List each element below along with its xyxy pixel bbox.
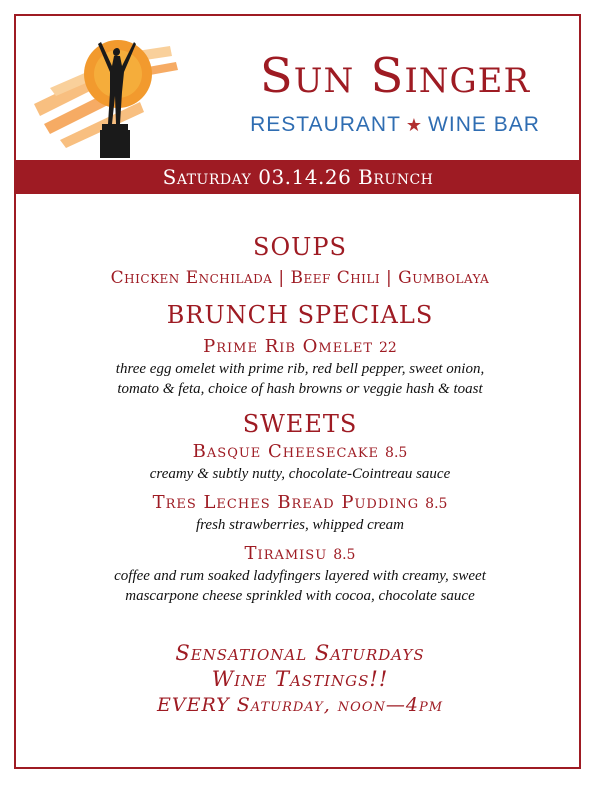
tagline-restaurant: RESTAURANT xyxy=(250,113,401,136)
promo-title: Sensational Saturdays xyxy=(175,641,425,665)
item-price: 8.5 xyxy=(385,445,408,461)
item-description: coffee and rum soaked ladyfingers layered with creamy, sweet xyxy=(114,568,486,584)
item-description: mascarpone cheese sprinkled with cocoa, chocolate sauce xyxy=(125,588,475,604)
date-banner: Saturday 03.14.26 Brunch xyxy=(16,160,580,194)
menu-item-tiramisu xyxy=(40,543,560,566)
restaurant-name: Sun Singer xyxy=(259,48,531,104)
item-description: fresh strawberries, whipped cream xyxy=(195,517,405,533)
item-price: 22 xyxy=(379,340,397,356)
item-name: Tres Leches Bread Pudding xyxy=(152,492,420,513)
sun-singer-logo xyxy=(30,32,180,162)
item-name: Basque Cheesecake xyxy=(192,441,380,462)
promo-subtitle: Wine Tastings!! xyxy=(211,667,389,691)
soups-list: Chicken Enchilada | Beef Chili | Gumbolaya xyxy=(110,268,490,288)
menu-item-tres-leches-bread-pudding xyxy=(40,492,560,515)
promo-schedule: EVERY Saturday, noon—4pm xyxy=(156,694,444,716)
item-description: tomato & feta, choice of hash browns or veggie hash & toast xyxy=(117,381,483,397)
section-title-sweets: SWEETS xyxy=(242,410,358,438)
menu-item-prime-rib-omelet xyxy=(40,336,560,359)
item-description: creamy & subtly nutty, chocolate-Cointreau sauce xyxy=(149,466,451,482)
item-description: three egg omelet with prime rib, red bell pepper, sweet onion, xyxy=(115,361,485,377)
item-name: Prime Rib Omelet xyxy=(203,336,374,357)
item-name: Tiramisu xyxy=(244,543,328,564)
star-icon: ★ xyxy=(405,115,424,135)
section-title-soups: SOUPS xyxy=(253,233,347,261)
menu-item-basque-cheesecake xyxy=(40,441,560,464)
menu-content xyxy=(40,232,560,718)
item-price: 8.5 xyxy=(425,496,448,512)
item-price: 8.5 xyxy=(333,547,356,563)
section-title-brunch-specials: BRUNCH SPECIALS xyxy=(166,301,434,329)
restaurant-tagline xyxy=(200,112,590,138)
tagline-wine-bar: WINE BAR xyxy=(428,113,540,136)
